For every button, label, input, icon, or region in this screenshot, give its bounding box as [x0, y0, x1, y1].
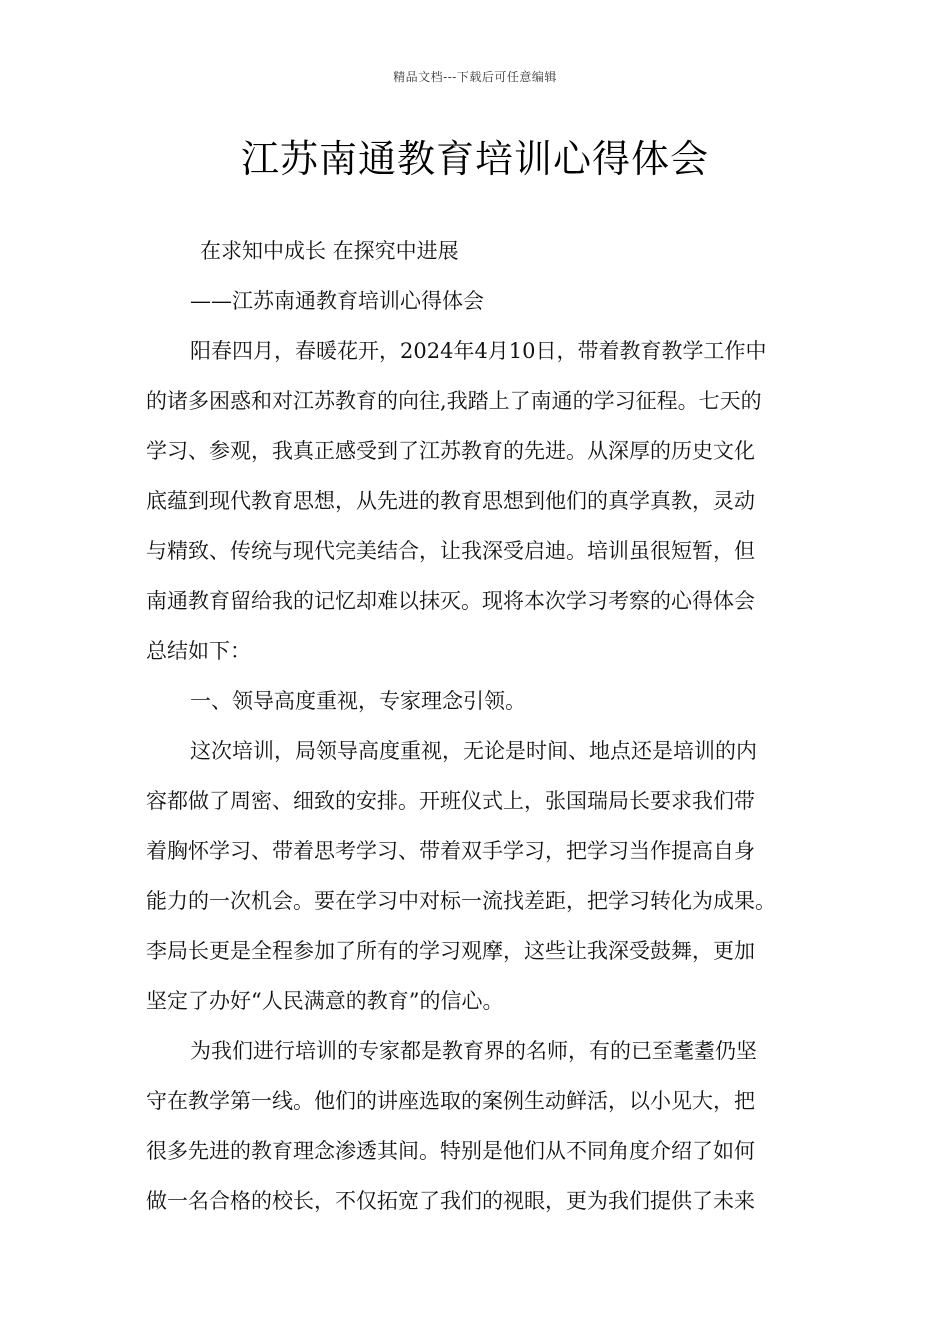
paragraph-line: 坚定了办好“人民满意的教育”的信心。 — [146, 989, 504, 1013]
section-heading: 一、领导高度重视，专家理念引领。 — [190, 689, 526, 713]
paragraph-line: 阳春四月，春暖花开，2024年4月10日，带着教育教学工作中 — [190, 339, 767, 363]
paragraph-line: 总结如下： — [146, 639, 251, 663]
paragraph-line: 容都做了周密、细致的安排。开班仪式上，张国瑞局长要求我们带 — [146, 789, 755, 813]
paragraph-line: 李局长更是全程参加了所有的学习观摩，这些让我深受鼓舞，更加 — [146, 939, 755, 963]
paragraph-line: 很多先进的教育理念渗透其间。特别是他们从不同角度介绍了如何 — [146, 1139, 755, 1163]
paragraph-line: 这次培训，局领导高度重视，无论是时间、地点还是培训的内 — [190, 739, 757, 763]
paragraph-line: 着胸怀学习、带着思考学习、带着双手学习，把学习当作提高自身 — [146, 839, 755, 863]
subtitle: 在求知中成长 在探究中进展 — [200, 239, 459, 263]
paragraph-line: 守在教学第一线。他们的讲座选取的案例生动鲜活，以小见大，把 — [146, 1089, 755, 1113]
paragraph-line: 能力的一次机会。要在学习中对标一流找差距，把学习转化为成果。 — [146, 889, 776, 913]
paragraph-line: 做一名合格的校长，不仅拓宽了我们的视眼，更为我们提供了未来 — [146, 1189, 755, 1213]
document-title: 江苏南通教育培训心得体会 — [240, 137, 709, 181]
byline: ——江苏南通教育培训心得体会 — [190, 289, 484, 313]
paragraph-line: 与精致、传统与现代完美结合，让我深受启迪。培训虽很短暂，但 — [146, 539, 755, 563]
paragraph-line: 为我们进行培训的专家都是教育界的名师，有的已至耄耋仍坚 — [190, 1039, 757, 1063]
paragraph-line: 底蕴到现代教育思想，从先进的教育思想到他们的真学真教，灵动 — [146, 489, 755, 513]
paragraph-line: 学习、参观，我真正感受到了江苏教育的先进。从深厚的历史文化 — [146, 439, 755, 463]
paragraph-line: 的诸多困惑和对江苏教育的向往,我踏上了南通的学习征程。七天的 — [146, 389, 762, 413]
header-note: 精品文档---下载后可任意编辑 — [393, 70, 557, 84]
paragraph-line: 南通教育留给我的记忆却难以抹灭。现将本次学习考察的心得体会 — [146, 589, 755, 613]
